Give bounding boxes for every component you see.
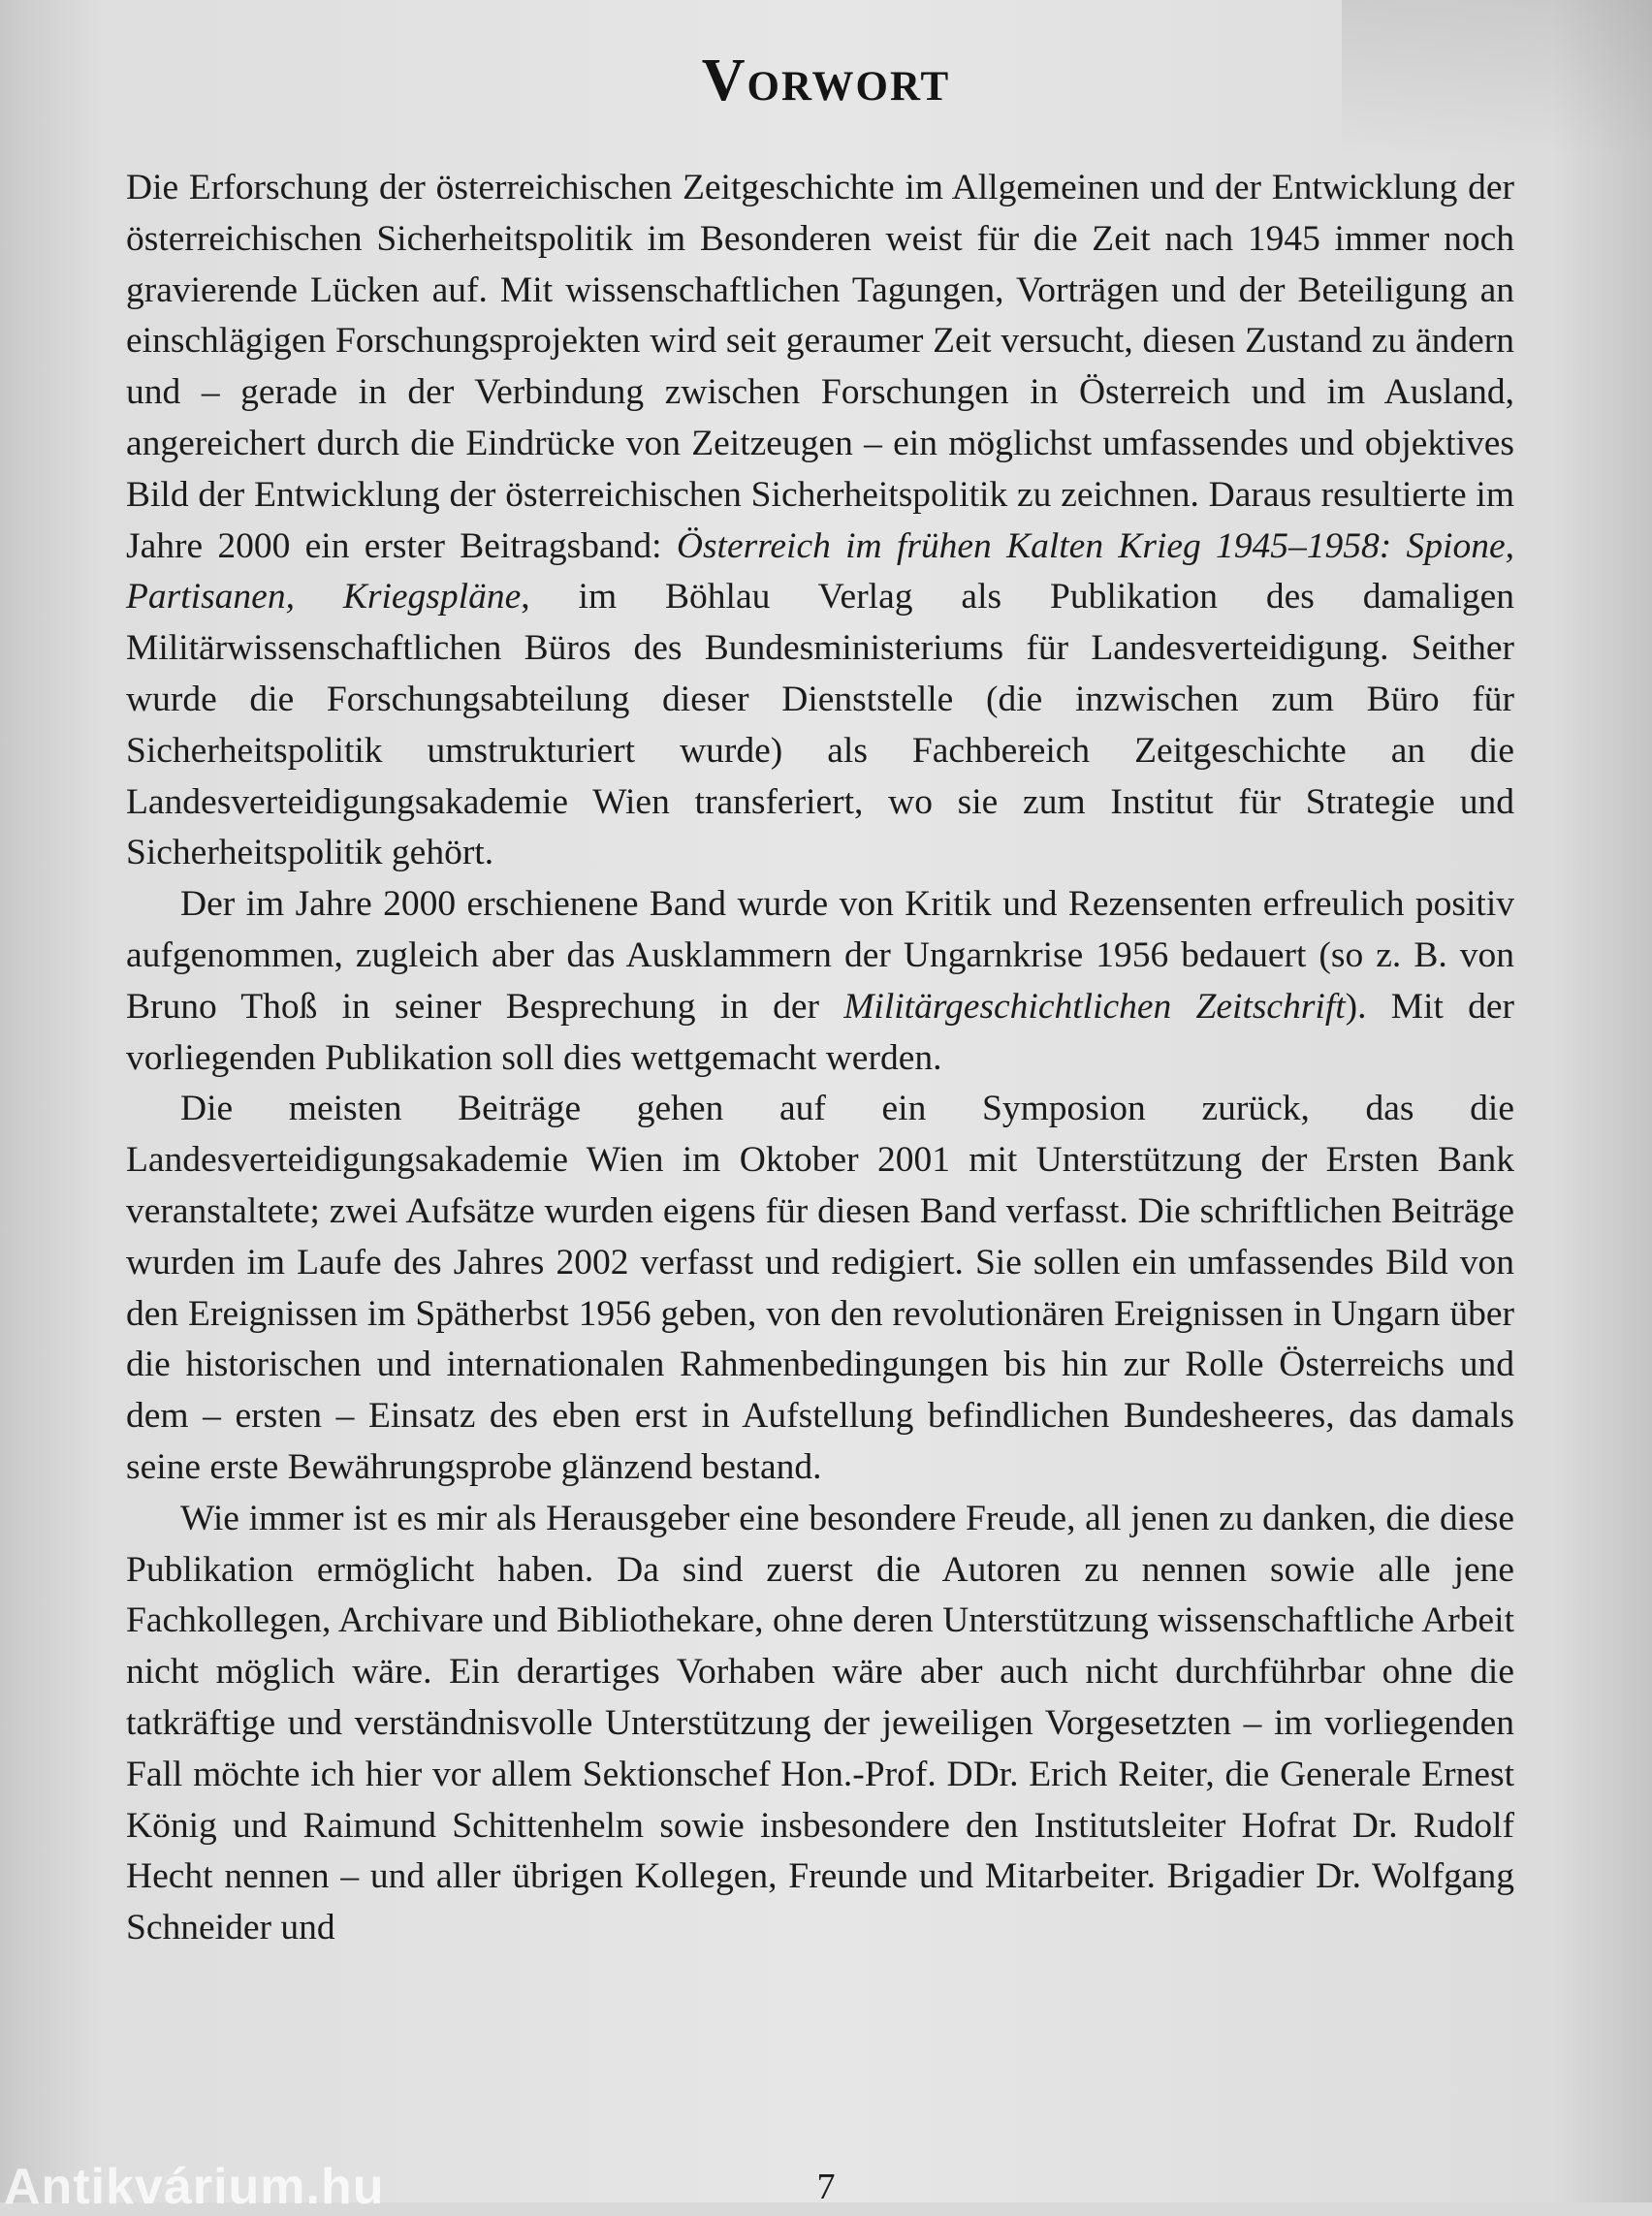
paragraph-4 [126, 1494, 1514, 1954]
paragraph-3-text: Die meisten Beiträge gehen auf ein Symposion zurück, das die Landesverteidigungsakademie Wien im Oktober 2001 mit Unterstützung der Ersten Bank veranstaltete; zwei Aufsätze wurden eigens für diesen Band verfasst. Die schriftlichen Beiträge wurden im Laufe des Jahres 2002 verfasst und redigiert. Sie sollen ein umfassendes Bild von den Ereignissen im Spätherbst 1956 geben, von den revolutionären Ereignissen in Ungarn über die historischen und internationalen Rahmenbedingungen bis hin zur Rolle Österreichs und dem – ersten – Einsatz des eben erst in Aufstellung befindlichen Bundesheeres, das damals seine erste Bewährungsprobe glänzend bestand. [126, 1089, 1514, 1487]
book-title-citation: Österreich im frühen Kalten Krieg 1945–1958: Spione, Partisanen, Kriegspläne [126, 525, 1514, 617]
paragraph-2 [126, 879, 1514, 1084]
paragraph-2-text-a: Der im Jahre 2000 erschienene Band wurde von Kritik und Rezensenten erfreulich positiv aufgenommen, zugleich aber das Ausklammern der Ungarnkrise 1956 bedauert (so z. B. von Bruno Thoß in seiner Besprechung in der [126, 884, 1514, 1027]
paragraph-2-text-b: ). Mit der vorliegenden Publikation soll dies wettgemacht werden. [126, 986, 1515, 1078]
journal-title-citation: Militärgeschichtlichen Zeitschrift [843, 986, 1346, 1027]
paragraph-3 [126, 1084, 1514, 1493]
paragraph-1-text-b: , im Böhlau Verlag als Publikation des damaligen Militärwissenschaftlichen Büros des Bundesministeriums für Landesverteidigung. Seither wurde die Forschungsabteilung dieser Dienststelle (die inzwischen zum Büro für Sicherheitspolitik umstrukturiert wurde) als Fachbereich Zeitgeschichte an die Landesverteidigungsakademie Wien transferiert, wo sie zum Institut für Strategie und Sicherheitspolitik gehört. [126, 577, 1514, 873]
body-text [126, 163, 1514, 1954]
paragraph-1 [126, 163, 1514, 879]
paragraph-4-text: Wie immer ist es mir als Herausgeber eine besondere Freude, all jenen zu danken, die diese Publikation ermöglicht haben. Da sind zuerst die Autoren zu nennen sowie alle jene Fachkollegen, Archivare und Bibliothekare, ohne deren Unterstützung wissenschaftliche Arbeit nicht möglich wäre. Ein derartiges Vorhaben wäre aber auch nicht durchführbar ohne die tatkräftige und verständnisvolle Unterstützung der jeweiligen Vorgesetzten – im vorliegenden Fall möchte ich hier vor allem Sektionschef Hon.-Prof. DDr. Erich Reiter, die Generale Ernest König und Raimund Schittenhelm sowie insbesondere den Institutsleiter Hofrat Dr. Rudolf Hecht nennen – und aller übrigen Kollegen, Freunde und Mitarbeiter. Brigadier Dr. Wolfgang Schneider und [126, 1498, 1514, 1948]
watermark: Antikvárium.hu [4, 2159, 385, 2215]
paragraph-1-text-a: Die Erforschung der österreichischen Zeitgeschichte im Allgemeinen und der Entwicklung der österreichischen Sicherheitspolitik im Besonderen weist für die Zeit nach 1945 immer noch gravierende Lücken auf. Mit wissenschaftlichen Tagungen, Vorträgen und der Beteiligung an einschlägigen Forschungsprojekten wird seit geraumer Zeit versucht, diesen Zustand zu ändern und – gerade in der Verbindung zwischen Forschungen in Österreich und im Ausland, angereichert durch die Eindrücke von Zeitzeugen – ein möglichst umfassendes und objektives Bild der Entwicklung der österreichischen Sicherheitspolitik zu zeichnen. Daraus resultierte im Jahre 2000 ein erster Beitragsband: [126, 168, 1514, 566]
page-title: Vorwort [701, 47, 951, 113]
page-number: 7 [816, 2167, 836, 2207]
